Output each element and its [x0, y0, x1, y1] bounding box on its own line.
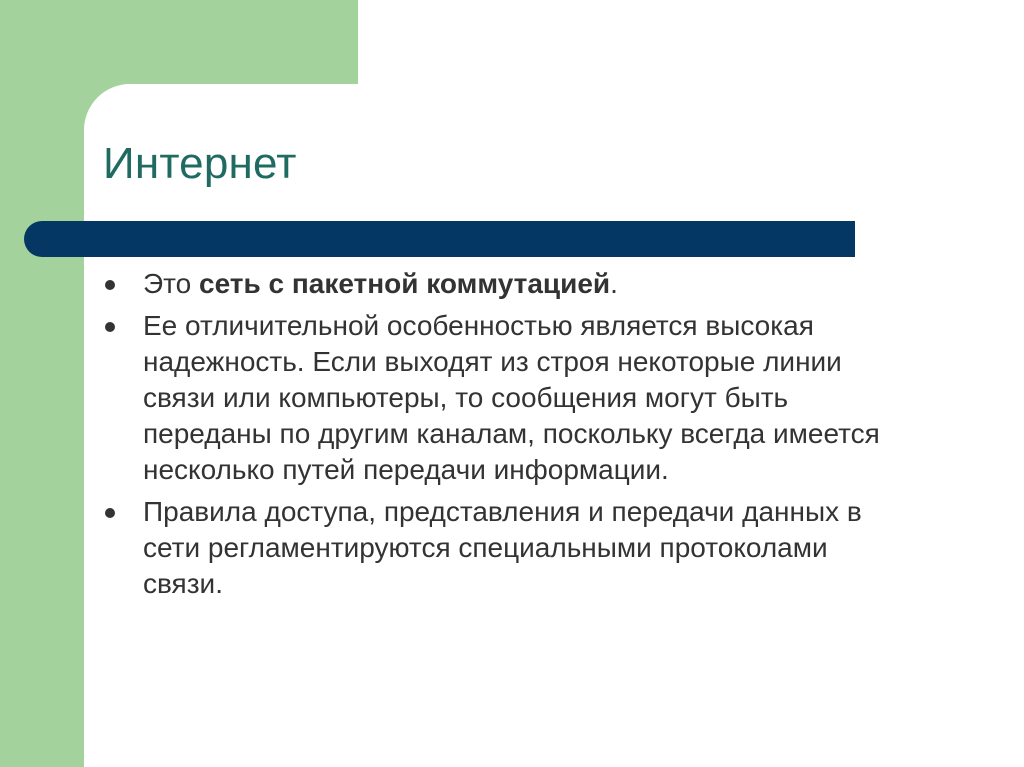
bullet-1-bold: сеть с пакетной коммутацией: [199, 268, 611, 299]
bullet-1-tail: .: [610, 268, 618, 299]
bullet-1-plain: Это: [143, 268, 199, 299]
green-left-strip: [0, 0, 84, 767]
bullet-list: [103, 266, 903, 608]
bullet-item-2: [103, 308, 903, 488]
bullet-item-1: [103, 266, 903, 302]
bullet-2-text: Ее отличительной особенностью является высокая надежность. Если выходят из строя некоторые линии связи или компьютеры, то сообщения могут быть переданы по другим каналам, поскольку всегда имеется несколько путей передачи информации.: [143, 310, 880, 485]
bullet-dot-icon: [105, 322, 115, 332]
bullet-item-3: [103, 494, 903, 602]
title-underline-bar: [24, 221, 855, 257]
bullet-dot-icon: [105, 280, 115, 290]
bullet-dot-icon: [105, 508, 115, 518]
slide-title: Интернет: [103, 139, 297, 188]
bullet-3-text: Правила доступа, представления и передачи данных в сети регламентируются специальными протоколами связи.: [143, 496, 862, 599]
